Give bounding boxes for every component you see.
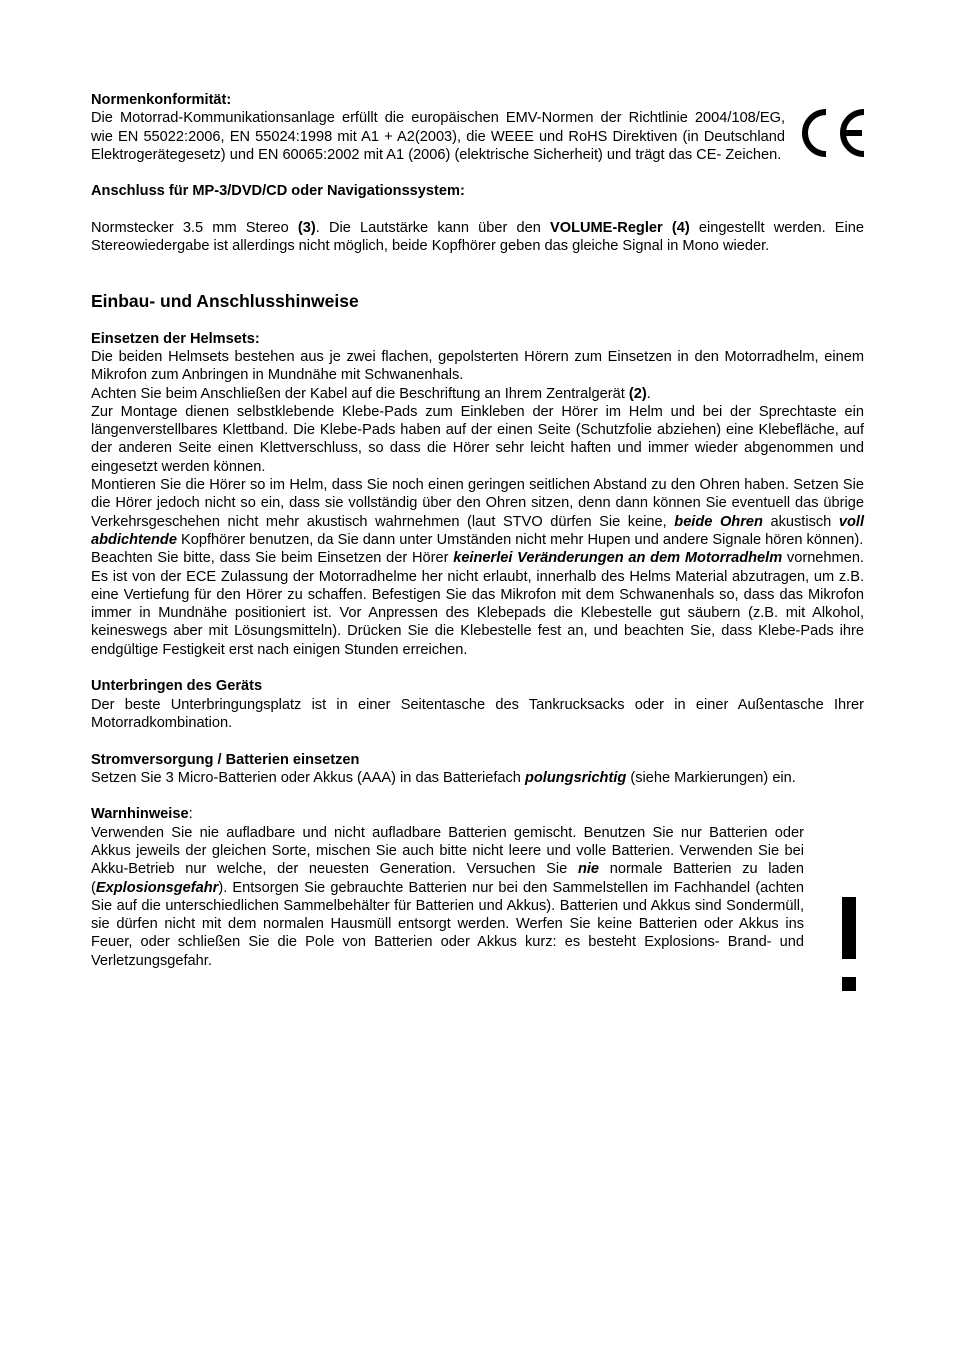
warn-text: Verwenden Sie nie aufladbare und nicht aufladbare Batterien gemischt. Benutzen Sie nur Batterien oder Akkus jeweils der gleichen Sorte, mischen Sie auch bitte nicht leere und volle Batterien. Verwenden Sie bei Akku-Betrieb nur welche, der neuesten Generation. Versuchen Sie nie normale Batterien zu laden (Explosionsgefahr). Entsorgen Sie gebrauchte Batterien nur bei den Sammelstellen im Fachhandel (achten Sie auf die unterschiedlichen Sammelbehälter für Batterien und Akkus). Batterien und Akkus sind Sondermüll, sie dürfen nicht mit dem normalen Hausmüll entsorgt werden. Werfen Sie keine Batterien oder Akkus ins Feuer, oder schließen Sie die Pole von Batterien oder Akkus kurz: es besteht Explosions- Brand- und Verletzungsgefahr. [91,824,804,969]
warning-dot-icon [842,977,856,991]
helmsets-heading: Einsetzen der Helmsets: [91,330,260,347]
helmsets-p1: Die beiden Helmsets bestehen aus je zwei flachen, gepolsterten Hörern zum Einsetzen in den Motorradhelm, einem Mikrofon zum Anbringen in Mundnähe mit Schwanenhals. [91,348,864,384]
norm-heading: Normenkonformität: [91,92,232,108]
warn-heading: Warnhinweise: [91,806,193,823]
ce-mark-icon [800,107,868,159]
anschluss-heading: Anschluss für MP-3/DVD/CD oder Navigationssystem: [91,183,465,200]
anschluss-text: Normstecker 3.5 mm Stereo (3). Die Lautstärke kann über den VOLUME-Regler (4) eingestellt werden. Eine Stereowiedergabe ist allerdings nicht möglich, beide Kopfhörer geben das gleiche Signal in Mono wieder. [91,220,864,255]
norm-section [91,91,785,164]
section-title: Einbau- und Anschlusshinweise [91,290,359,311]
unterbringen-heading: Unterbringen des Geräts [91,678,263,695]
helmsets-p3: Zur Montage dienen selbstklebende Klebe-Pads zum Einkleben der Hörer im Helm und bei der Sprechtaste ein längenverstellbares Klettband. Die Klebe-Pads haben auf der einen Seite (Schutzfolie abziehen) eine Klebefläche, auf der anderen Seite einen Klettverschluss, so dass die Hörer sehr leicht haften und immer wieder abgenommen und eingesetzt werden können. [91,403,864,475]
warning-bar-icon [842,897,856,959]
helmsets-p4: Montieren Sie die Hörer so im Helm, dass Sie noch einen geringen seitlichen Abstand zu den Ohren haben. Setzen Sie die Hörer jedoch nicht so ein, dass sie vollständig über den Ohren sitzen, denn dann können Sie eventuell das übrige Verkehrsgeschehen nicht mehr akustisch wahrnehmen (laut STVO dürfen Sie keine, beide Ohren akustisch voll abdichtende Kopfhörer benutzen, da Sie dann unter Umständen nicht mehr Hupen und andere Signale hören können). [91,477,864,548]
norm-text: Die Motorrad-Kommunikationsanlage erfüllt die europäischen EMV-Normen der Richtlinie 2004/108/EG, wie EN 55022:2006, EN 55024:1998 mit A1 + A2(2003), die WEEE und RoHS Direktiven (in Deutschland Elektrogerätegesetz) und EN 60065:2002 mit A1 (2006) (elektrische Sicherheit) und trägt das CE- Zeichen. [91,110,785,163]
unterbringen-text: Der beste Unterbringungsplatz ist in einer Seitentasche des Tankrucksacks oder in einer Außentasche Ihrer Motorradkombination. [91,696,864,731]
strom-heading: Stromversorgung / Batterien einsetzen [91,751,360,768]
page-content [91,91,864,970]
strom-text: Setzen Sie 3 Micro-Batterien oder Akkus (AAA) in das Batteriefach polungsrichtig (siehe Markierungen) ein. [91,769,796,786]
helmsets-p2: Achten Sie beim Anschließen der Kabel auf die Beschriftung an Ihrem Zentralgerät (2). [91,385,651,402]
helmsets-p5: Beachten Sie bitte, dass Sie beim Einsetzen der Hörer keinerlei Veränderungen an dem Motorradhelm vornehmen. Es ist von der ECE Zulassung der Motorradhelme her nicht erlaubt, innerhalb des Helms Material abzutragen, um z.B. eine Vertiefung für den Hörer zu schaffen. Befestigen Sie das Mikrofon mit dem Schwanenhals so, dass das Mikrofon immer in Mundnähe positioniert ist. Vor Anpressen des Klebepads die Klebestelle gut säubern (z.B. mit Alkohol, keineswegs aber mit Lösungsmitteln). Drücken Sie die Klebestelle fest an, und beachten Sie, dass Klebe-Pads ihre endgültige Festigkeit erst nach einigen Stunden erreichen. [91,550,864,658]
